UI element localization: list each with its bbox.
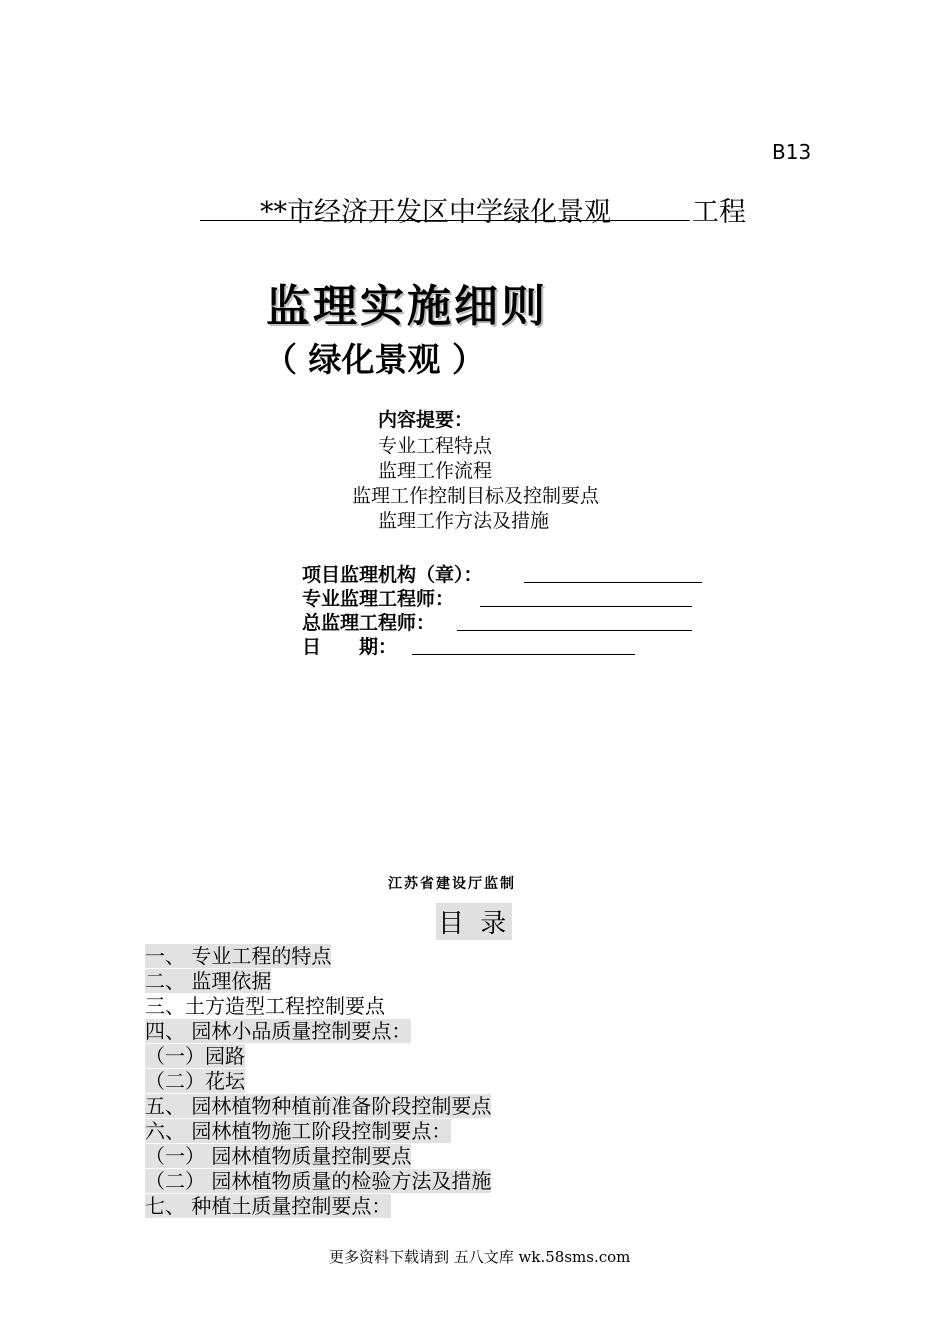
toc-item: （二）花坛 [145,1069,245,1093]
signature-row-engineer [302,584,454,608]
signature-label: 项目监理机构（章）： [302,564,483,586]
toc-item: 五、 园林植物种植前准备阶段控制要点 [145,1094,492,1118]
toc-item: 七、 种植土质量控制要点： [145,1194,392,1218]
toc-title: 目 录 [436,903,512,940]
project-suffix: 工程 [692,197,746,228]
signature-label: 日 期： [302,636,398,658]
toc-item: 二、 监理依据 [145,969,272,993]
signature-blank-line [524,582,702,583]
toc-item: （一）园路 [145,1044,245,1068]
summary-item: 监理工作流程 [378,460,493,482]
toc-item: （二） 园林植物质量的检验方法及措施 [145,1169,492,1193]
issuing-authority: 江苏省建设厅监制 [388,876,516,892]
toc-item: 六、 园林植物施工阶段控制要点： [145,1119,452,1143]
document-code: B13 [772,140,812,164]
footer-note: 更多资料下载请到 五八文库 wk.58sms.com [329,1248,631,1266]
signature-row-chief-engineer [302,608,435,632]
signature-row-agency [302,560,483,584]
summary-heading: 内容提要： [378,409,474,431]
summary-item: 监理工作控制目标及控制要点 [352,485,600,507]
project-name: **市经济开发区中学绿化景观 [260,197,611,228]
toc-item: 四、 园林小品质量控制要点： [145,1019,412,1043]
signature-row-date [302,632,397,656]
project-name-line [200,190,748,228]
signature-label: 总监理工程师： [302,612,436,634]
signature-blank-line [457,630,692,631]
toc-item: （一） 园林植物质量控制要点 [145,1144,412,1168]
signature-blank-line [480,606,692,607]
summary-item: 监理工作方法及措施 [378,510,550,532]
toc-item: 一、 专业工程的特点 [145,944,332,968]
toc-item: 三、土方造型工程控制要点 [145,994,385,1018]
document-subtitle: （ 绿化景观 ） [264,340,485,379]
signature-label: 专业监理工程师： [302,588,455,610]
signature-blank-line [412,654,635,655]
summary-item: 专业工程特点 [378,435,493,457]
document-title: 监理实施细则 [266,281,548,332]
